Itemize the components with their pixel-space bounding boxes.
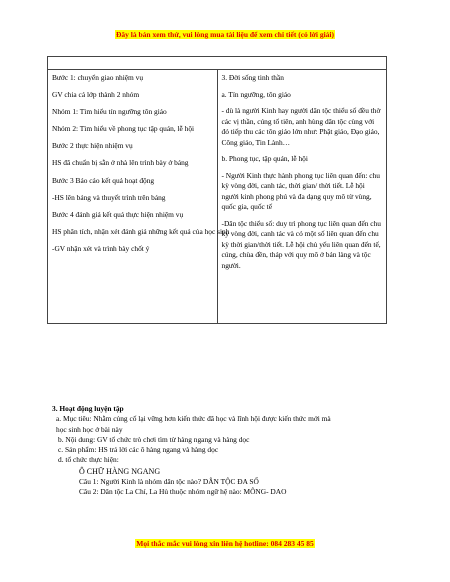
right-para: - dù là người Kinh hay người dân tộc thiểu số đều thờ các vị thần, cúng tổ tiên, anh hùng dân tộc cùng với đó tiếp thu các tôn giáo lớn như: Phật giáo, Đạo giáo, Công giáo, Tin Lành… (221, 106, 381, 147)
preview-notice-banner (0, 30, 450, 40)
hotline-banner (0, 539, 450, 549)
right-para: a. Tín ngưỡng, tôn giáo (221, 89, 291, 99)
preview-notice-text: Đây là bản xem thử, vui lòng mua tài liệu để xem chi tiết (có lời giải) (115, 30, 335, 39)
left-line: HS đã chuẩn bị sẵn ở nhà lên trình bày ở bảng (52, 158, 189, 168)
teacher-activities-cell (48, 70, 230, 324)
question-2: Câu 2: Dân tộc La Chí, La Hủ thuộc nhóm ngữ hệ nào: MÔNG- DAO (79, 487, 287, 497)
left-line: Bước 3 Báo cáo kết quả hoạt động (52, 175, 155, 185)
left-line: Bước 4 đánh giá kết quả thực hiện nhiệm vụ (52, 209, 184, 219)
table-content-row (48, 70, 387, 324)
practice-organization: d. tổ chức thực hiện: (58, 455, 119, 465)
crossword-title: Ô CHỮ HÀNG NGANG (79, 466, 161, 476)
right-para: 3. Đời sống tinh thần (221, 73, 284, 82)
practice-content: b. Nội dung: GV tổ chức trò chơi tìm từ hàng ngang và hàng dọc (58, 434, 250, 444)
left-line: Bước 1: chuyển giao nhiệm vụ (52, 73, 144, 82)
table-header-cell (48, 57, 387, 70)
question-1: Câu 1: Người Kinh là nhóm dân tộc nào? DÂN TỘC ĐA SỐ (79, 476, 259, 486)
practice-section (52, 404, 397, 497)
lesson-table (47, 56, 387, 324)
left-line: GV chia cả lớp thành 2 nhóm (52, 90, 140, 100)
left-line: Bước 2 thực hiện nhiệm vụ (52, 141, 133, 151)
practice-heading: 3. Hoạt động luyện tập (52, 404, 124, 413)
practice-product: c. Sản phẩm: HS trả lời các ô hàng ngang và hàng dọc (58, 445, 219, 455)
table-header-row (48, 57, 387, 70)
content-cell (217, 70, 387, 324)
left-line: -HS lên bảng và thuyết trình trên bảng (52, 192, 166, 202)
right-para: b. Phong tục, tập quán, lễ hội (221, 154, 308, 163)
right-para: -Dân tộc thiểu số: duy trì phong tục liên quan đến chu kỳ vòng đời, canh tác và có một số liên quan đến chu kỳ thời gian/thời tiết. Lễ hội chủ yếu liên quan đến tế, cúng, chùa đền, tháp với quy mô ở bản làng và tộc người. (221, 218, 381, 270)
right-para: - Người Kinh thực hành phong tục liên quan đến: chu kỳ vòng đời, canh tác, thời gian/ thời tiết. Lễ hội người kinh phong phú và đa dạng quy mô từ vùng, quốc gia, quốc tế (221, 170, 380, 211)
left-line: -GV nhận xét và trình bày chốt ý (52, 243, 150, 253)
left-line: Nhóm 2: Tìm hiểu về phong tục tập quán, lễ hội (52, 124, 195, 134)
practice-goal-cont: học sinh học ở bài này (56, 424, 123, 434)
practice-goal: a. Mục tiêu: Nhằm củng cố lại vững hơn kiến thức đã học và lĩnh hội được kiến thức mới mà (56, 414, 331, 424)
hotline-text: Mọi thắc mắc vui lòng xin liên hệ hotline: 084 283 45 85 (136, 539, 314, 548)
left-line: Nhóm 1: Tìm hiểu tín ngưỡng tôn giáo (52, 107, 167, 117)
left-line: HS phân tích, nhận xét đánh giá những kết quả của học sinh (52, 226, 230, 236)
